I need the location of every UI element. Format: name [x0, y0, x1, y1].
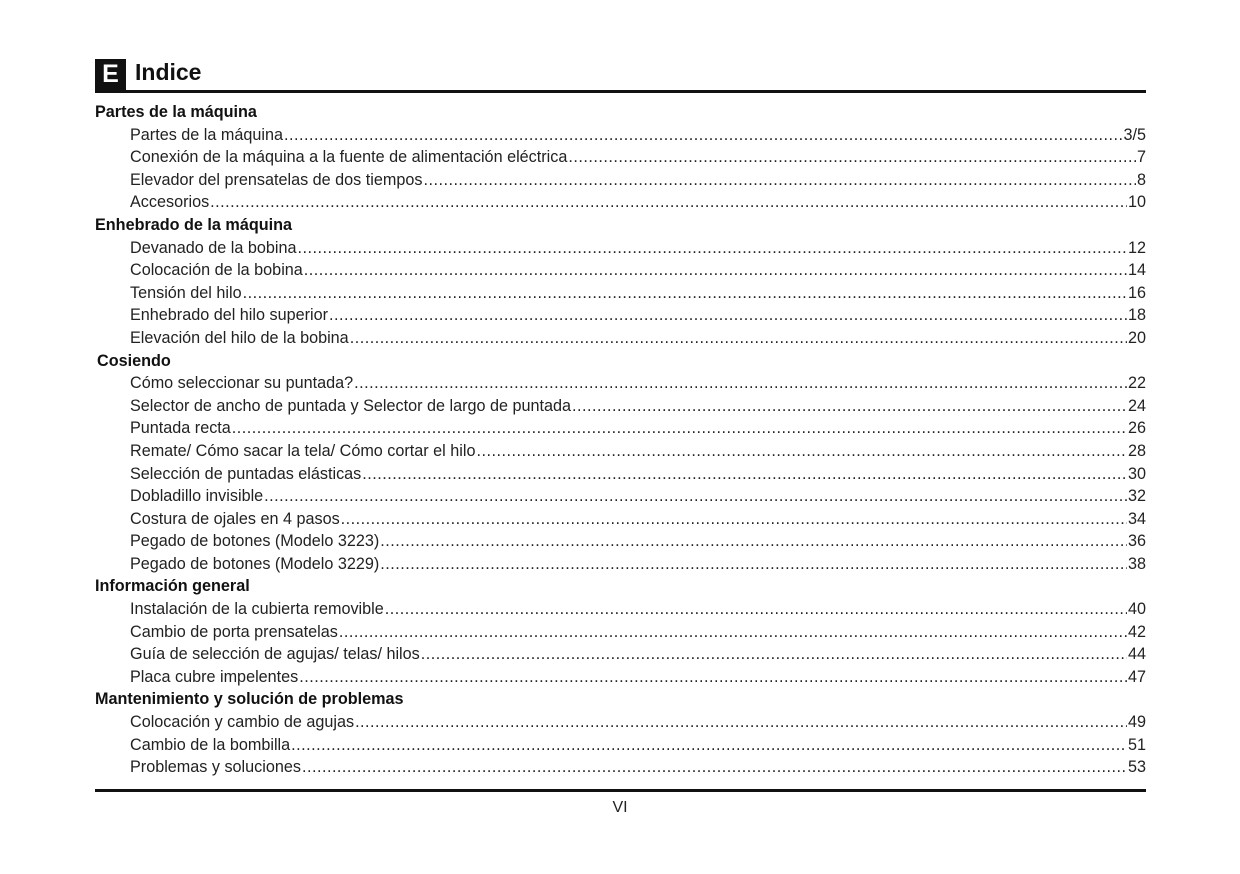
dot-leader	[380, 530, 1127, 553]
dot-leader	[232, 417, 1127, 440]
toc-entry-title: Dobladillo invisible	[130, 487, 264, 506]
toc-entry-title: Elevador del prensatelas de dos tiempos	[130, 170, 423, 189]
toc-entry-page: 24	[1127, 396, 1146, 415]
toc-entry[interactable]	[130, 508, 1146, 531]
footer-divider	[95, 789, 1146, 792]
page-number: VI	[612, 799, 628, 816]
table-of-contents	[95, 101, 1146, 779]
dot-leader	[210, 191, 1127, 214]
toc-entry-title: Remate/ Cómo sacar la tela/ Cómo cortar el hilo	[130, 441, 476, 460]
toc-entry-page: 36	[1127, 532, 1146, 551]
dot-leader	[476, 440, 1127, 463]
toc-entry-page: 8	[1136, 170, 1146, 189]
toc-entry[interactable]	[130, 327, 1146, 350]
toc-entry[interactable]	[130, 395, 1146, 418]
section-heading: Partes de la máquina	[95, 103, 257, 121]
toc-entry-page: 22	[1127, 374, 1146, 393]
page-header	[95, 58, 1146, 93]
section-heading: Enhebrado de la máquina	[95, 215, 292, 234]
dot-leader	[572, 395, 1127, 418]
toc-entry-title: Guía de selección de agujas/ telas/ hilos	[130, 645, 420, 664]
toc-entry[interactable]	[130, 146, 1146, 169]
toc-entry[interactable]	[130, 237, 1146, 260]
dot-leader	[302, 756, 1127, 779]
toc-entry[interactable]	[130, 530, 1146, 553]
toc-entry[interactable]	[130, 417, 1146, 440]
toc-entry-page: 42	[1127, 622, 1146, 641]
toc-entry-page: 20	[1127, 328, 1146, 347]
toc-entry[interactable]	[130, 304, 1146, 327]
toc-entry-title: Pegado de botones (Modelo 3229)	[130, 554, 380, 573]
toc-entry-page: 30	[1127, 464, 1146, 483]
toc-entry-page: 10	[1127, 193, 1146, 212]
toc-entry-title: Cambio de porta prensatelas	[130, 622, 338, 641]
toc-entry-page: 40	[1127, 600, 1146, 619]
dot-leader	[568, 146, 1136, 169]
dot-leader	[291, 734, 1127, 757]
toc-entry-page: 3/5	[1123, 125, 1146, 144]
dot-leader	[380, 553, 1127, 576]
dot-leader	[339, 621, 1127, 644]
language-badge: E	[95, 59, 126, 90]
toc-entry[interactable]	[130, 282, 1146, 305]
toc-entry-page: 28	[1127, 441, 1146, 460]
toc-entry-title: Costura de ojales en 4 pasos	[130, 509, 340, 528]
toc-entry[interactable]	[130, 372, 1146, 395]
toc-entry-title: Tensión del hilo	[130, 283, 242, 302]
toc-entry-title: Colocación de la bobina	[130, 261, 303, 280]
toc-entry-page: 53	[1127, 758, 1146, 777]
toc-entry-page: 34	[1127, 509, 1146, 528]
toc-entry[interactable]	[130, 621, 1146, 644]
toc-entry-title: Selector de ancho de puntada y Selector de largo de puntada	[130, 396, 571, 415]
toc-entry[interactable]	[130, 191, 1146, 214]
toc-entry-title: Puntada recta	[130, 419, 231, 438]
toc-entry-page: 14	[1127, 261, 1146, 280]
toc-entry-title: Cambio de la bombilla	[130, 735, 291, 754]
dot-leader	[284, 124, 1123, 147]
section-heading: Cosiendo	[97, 351, 171, 370]
toc-entry-title: Elevación del hilo de la bobina	[130, 328, 349, 347]
dot-leader	[421, 643, 1127, 666]
toc-entry-title: Cómo seleccionar su puntada?	[130, 374, 354, 393]
dot-leader	[385, 598, 1127, 621]
section-heading: Mantenimiento y solución de problemas	[95, 690, 404, 709]
dot-leader	[299, 666, 1127, 689]
toc-entry[interactable]	[130, 756, 1146, 779]
dot-leader	[341, 508, 1127, 531]
toc-entry[interactable]	[130, 124, 1146, 147]
toc-entry[interactable]	[130, 711, 1146, 734]
toc-entry[interactable]	[130, 485, 1146, 508]
toc-entry-page: 26	[1127, 419, 1146, 438]
toc-entry[interactable]	[130, 666, 1146, 689]
toc-entry-title: Colocación y cambio de agujas	[130, 713, 355, 732]
toc-entry-page: 51	[1127, 735, 1146, 754]
toc-entry[interactable]	[130, 643, 1146, 666]
dot-leader	[243, 282, 1127, 305]
toc-entry[interactable]	[130, 440, 1146, 463]
toc-entry-title: Partes de la máquina	[130, 125, 283, 144]
toc-entry-title: Instalación de la cubierta removible	[130, 600, 384, 619]
toc-entry-title: Conexión de la máquina a la fuente de alimentación eléctrica	[130, 148, 568, 167]
dot-leader	[298, 237, 1127, 260]
toc-entry-page: 32	[1127, 487, 1146, 506]
toc-entry-page: 12	[1127, 238, 1146, 257]
toc-entry-title: Accesorios	[130, 193, 210, 212]
toc-entry-page: 49	[1127, 713, 1146, 732]
toc-entry[interactable]	[130, 463, 1146, 486]
dot-leader	[329, 304, 1127, 327]
dot-leader	[362, 463, 1127, 486]
toc-entry-title: Problemas y soluciones	[130, 758, 301, 777]
dot-leader	[350, 327, 1127, 350]
toc-entry-title: Placa cubre impelentes	[130, 667, 299, 686]
dot-leader	[264, 485, 1127, 508]
toc-entry-page: 16	[1127, 283, 1146, 302]
toc-entry-page: 44	[1127, 645, 1146, 664]
toc-entry[interactable]	[130, 259, 1146, 282]
toc-entry-page: 38	[1127, 554, 1146, 573]
section-heading: Información general	[95, 577, 250, 596]
page-title: Indice	[135, 59, 202, 85]
toc-entry[interactable]	[130, 734, 1146, 757]
dot-leader	[304, 259, 1127, 282]
toc-entry-page: 47	[1127, 667, 1146, 686]
toc-entry-title: Selección de puntadas elásticas	[130, 464, 362, 483]
dot-leader	[354, 372, 1127, 395]
toc-entry[interactable]	[130, 598, 1146, 621]
toc-entry-title: Devanado de la bobina	[130, 238, 297, 257]
dot-leader	[355, 711, 1127, 734]
toc-entry[interactable]	[130, 169, 1146, 192]
toc-entry-page: 18	[1127, 306, 1146, 325]
toc-entry-page: 7	[1136, 148, 1146, 167]
dot-leader	[423, 169, 1136, 192]
toc-entry[interactable]	[130, 553, 1146, 576]
toc-entry-title: Pegado de botones (Modelo 3223)	[130, 532, 380, 551]
toc-entry-title: Enhebrado del hilo superior	[130, 306, 328, 325]
